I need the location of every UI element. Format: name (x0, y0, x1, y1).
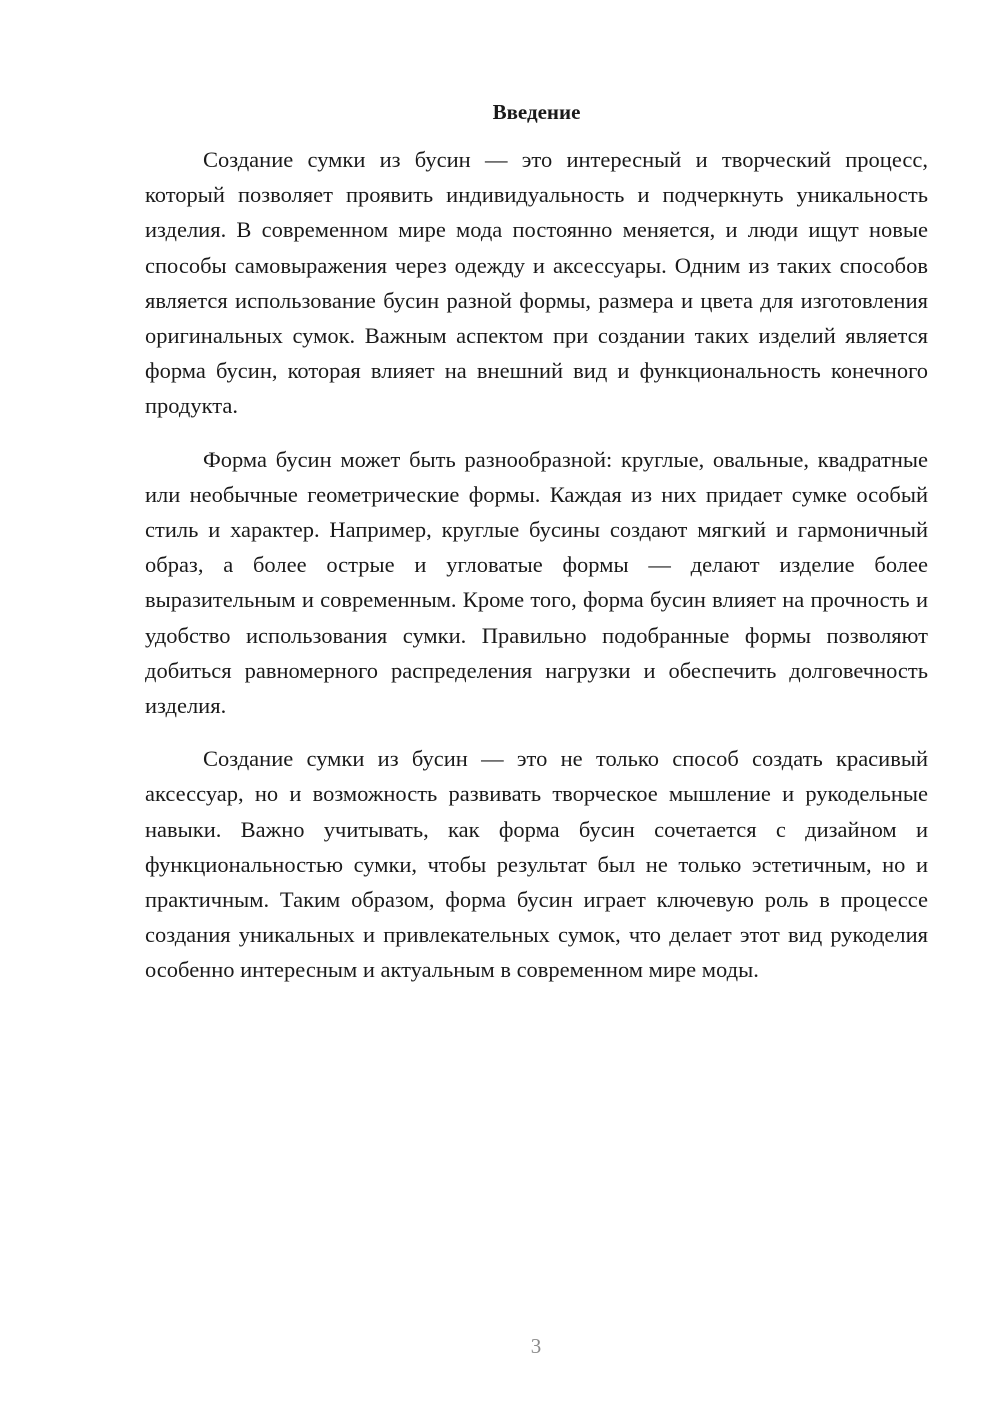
page-title: Введение (492, 100, 581, 124)
paragraph-3: Создание сумки из бусин — это не только способ создать красивый аксессуар, но и возможность развивать творческое мышление и рукодельные навыки. Важно учитывать, как форма бусин сочетается с дизайном и функциональностью сумки, чтобы результат был не только эстетичным, но и практичным. Таким образом, форма бусин играет ключевую роль в процессе создания уникальных и привлекательных сумок, что делает этот вид рукоделия особенно интересным и актуальным в современном мире моды. (145, 746, 928, 983)
paragraph-1: Создание сумки из бусин — это интересный и творческий процесс, который позволяет проявить индивидуальность и подчеркнуть уникальность изделия. В современном мире мода постоянно меняется, и люди ищут новые способы самовыражения через одежду и аксессуары. Одним из таких способов является использование бусин разной формы, размера и цвета для изготовления оригинальных сумок. Важным аспектом при создании таких изделий является форма бусин, которая влияет на внешний вид и функциональность конечного продукта. (145, 147, 928, 419)
paragraph-2: Форма бусин может быть разнообразной: круглые, овальные, квадратные или необычные геометрические формы. Каждая из них придает сумке особый стиль и характер. Например, круглые бусины создают мягкий и гармоничный образ, а более острые и угловатые формы — делают изделие более выразительным и современным. Кроме того, форма бусин влияет на прочность и удобство использования сумки. Правильно подобранные формы позволяют добиться равномерного распределения нагрузки и обеспечить долговечность изделия. (145, 446, 928, 719)
body-text (145, 142, 928, 1006)
page-number: 3 (530, 1334, 542, 1358)
